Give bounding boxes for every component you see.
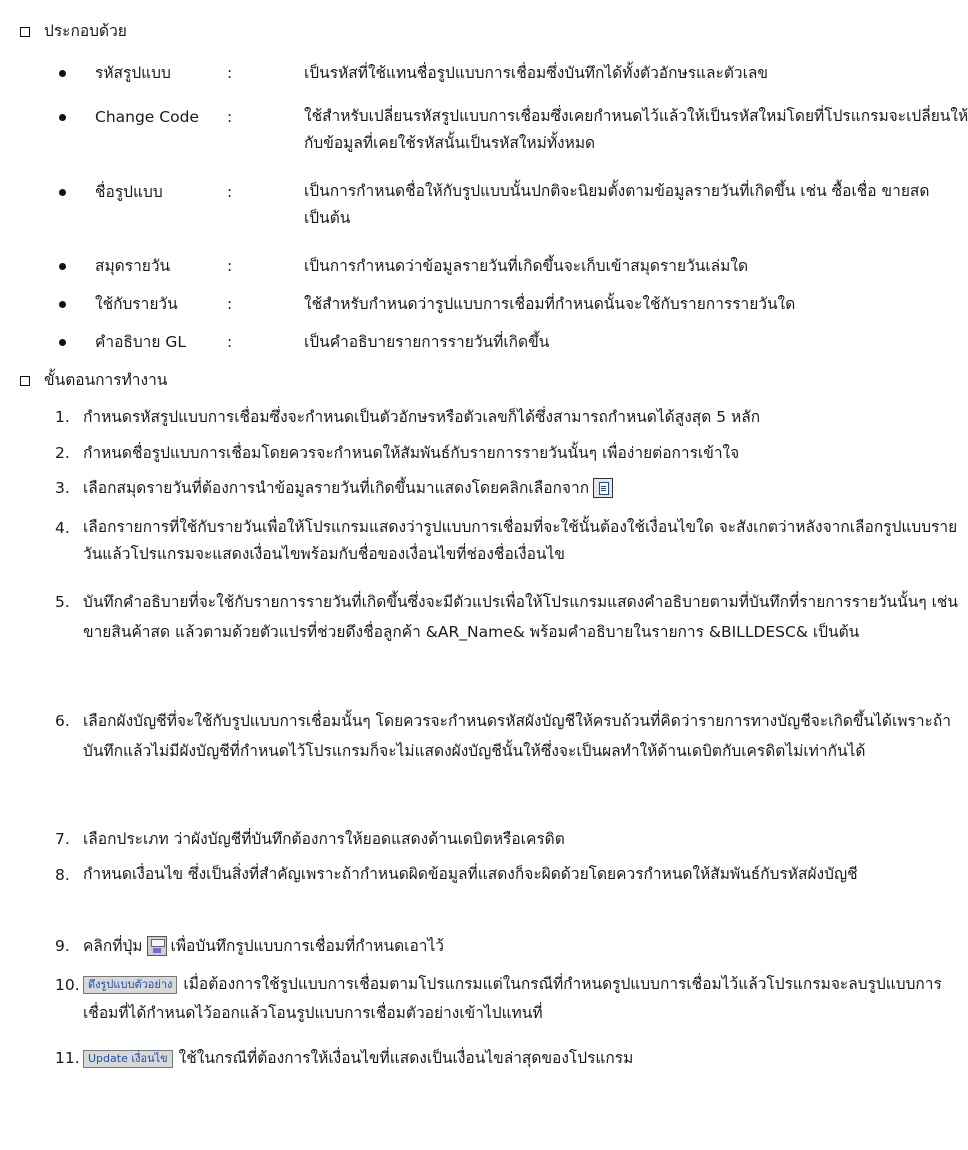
item-colon: :	[227, 64, 233, 82]
step-item	[55, 406, 960, 428]
step-text: เลือกผังบัญชีที่จะใช้กับรูปแบบการเชื่อมนั้นๆ โดยควรจะกำหนดรหัสผังบัญชีให้ครบถ้วนที่คิดว่ารายการทางบัญชีจะเกิดขึ้นได้เพราะถ้าบันทึกแล้วไม่มีผังบัญชีที่กำหนดไว้โปรแกรมก็จะไม่แสดงผังบัญชีนั้นให้ซึ่งจะเป็นผลทำให้ด้านเดบิตกับเครดิตไม่เท่ากันได้	[83, 712, 951, 760]
item-desc: ใช้สำหรับเปลี่ยนรหัสรูปแบบการเชื่อมซึ่งเคยกำหนดไว้แล้วให้เป็นรหัสใหม่โดยที่โปรแกรมจะเปลี่ยนให้กับข้อมูลที่เคยใช้รหัสนั้นเป็นรหัสใหม่ทั้งหมด	[304, 107, 968, 152]
item-desc: เป็นรหัสที่ใช้แทนชื่อรูปแบบการเชื่อมซึ่งบันทึกได้ทั้งตัวอักษรและตัวเลข	[304, 64, 769, 82]
save-icon[interactable]	[147, 936, 167, 956]
section-components-heading: ประกอบด้วย	[20, 20, 127, 42]
checkbox-bullet-icon	[20, 27, 30, 37]
step-text: เลือกรายการที่ใช้กับรายวันเพื่อให้โปรแกรมแสดงว่ารูปแบบการเชื่อมที่จะใช้นั้นต้องใช้เงื่อนไขใด จะสังเกตว่าหลังจากเลือกรูปแบบรายวันแล้วโปรแกรมจะแสดงเงื่อนไขพร้อมกับชื่อของเงื่อนไขที่ช่องชื่อเงื่อนไข	[83, 518, 958, 563]
step-text: กำหนดชื่อรูปแบบการเชื่อมโดยควรจะกำหนดให้สัมพันธ์กับรายการรายวันนั้นๆ เพื่อง่ายต่อการเข้าใจ	[83, 444, 740, 462]
step-item	[55, 974, 960, 1028]
step-text: เลือกประเภท ว่าผังบัญชีที่บันทึกต้องการให้ยอดแสดงด้านเดบิตหรือเครดิต	[83, 830, 565, 848]
list-item	[55, 181, 955, 232]
checkbox-bullet-icon	[20, 376, 30, 386]
journal-lookup-icon[interactable]	[593, 478, 613, 498]
step-item	[55, 517, 960, 568]
item-term: สมุดรายวัน	[95, 257, 171, 275]
step-item	[55, 935, 960, 957]
step-item	[55, 710, 960, 766]
item-term: คำอธิบาย GL	[95, 333, 187, 351]
step-item	[55, 442, 960, 464]
load-sample-format-button[interactable]: ดึงรูปแบบตัวอย่าง	[83, 976, 177, 994]
item-colon: :	[227, 295, 233, 313]
step-item	[55, 1047, 960, 1069]
step-text: กำหนดรหัสรูปแบบการเชื่อมซึ่งจะกำหนดเป็นตัวอักษรหรือตัวเลขก็ได้ซึ่งสามารถกำหนดได้สูงสุด 5 หลัก	[83, 408, 761, 426]
item-desc: เป็นคำอธิบายรายการรายวันที่เกิดขึ้น	[304, 333, 550, 351]
step-item	[55, 477, 960, 499]
bullet-icon	[59, 263, 66, 270]
step-text: เลือกสมุดรายวันที่ต้องการนำข้อมูลรายวันที่เกิดขึ้นมาแสดงโดยคลิกเลือกจาก	[83, 477, 960, 499]
bullet-icon	[59, 114, 66, 121]
item-desc: เป็นการกำหนดว่าข้อมูลรายวันที่เกิดขึ้นจะเก็บเข้าสมุดรายวันเล่มใด	[304, 257, 749, 275]
step-item	[55, 828, 960, 850]
section-steps-heading: ขั้นตอนการทำงาน	[20, 369, 167, 391]
step-text: Update เงื่อนไข ใช้ในกรณีที่ต้องการให้เงื่อนไขที่แสดงเป็นเงื่อนไขล่าสุดของโปรแกรม	[83, 1047, 960, 1069]
step-text: คลิกที่ปุ่ม เพื่อบันทึกรูปแบบการเชื่อมที่กำหนดเอาไว้	[83, 937, 444, 955]
item-term: รหัสรูปแบบ	[95, 64, 171, 82]
bullet-icon	[59, 70, 66, 77]
item-colon: :	[227, 333, 233, 351]
item-colon: :	[227, 108, 233, 126]
step-item	[55, 591, 960, 647]
step-number: 3.	[55, 479, 70, 497]
step-number: 10.	[55, 976, 80, 994]
step-number: 1.	[55, 408, 70, 426]
step-item	[55, 864, 960, 889]
item-colon: :	[227, 257, 233, 275]
bullet-icon	[59, 189, 66, 196]
step-number: 7.	[55, 830, 70, 848]
step-text: บันทึกคำอธิบายที่จะใช้กับรายการรายวันที่เกิดขึ้นซึ่งจะมีตัวแปรเพื่อให้โปรแกรมแสดงคำอธิบายตามที่บันทึกที่รายการรายวันนั้นๆ เช่น ขายสินค้าสด แล้วตามด้วยตัวแปรที่ช่วยดึงชื่อลูกค้า &AR_Name& พร้อมคำอธิบายในรายการ &BILLDESC& เป็นต้น	[83, 593, 958, 641]
item-term: ชื่อรูปแบบ	[95, 183, 163, 201]
item-desc: เป็นการกำหนดชื่อให้กับรูปแบบนั้นปกติจะนิยมตั้งตามข้อมูลรายวันที่เกิดขึ้น เช่น ซื้อเชื่อ ขายสด เป็นต้น	[304, 182, 930, 227]
step-number: 9.	[55, 937, 70, 955]
item-term: ใช้กับรายวัน	[95, 295, 178, 313]
list-item	[55, 255, 955, 277]
bullet-icon	[59, 301, 66, 308]
step-number: 8.	[55, 866, 70, 884]
step-number: 2.	[55, 444, 70, 462]
update-condition-button[interactable]: Update เงื่อนไข	[83, 1050, 173, 1068]
list-item	[55, 331, 955, 353]
step-text: ดึงรูปแบบตัวอย่าง เมื่อต้องการใช้รูปแบบการเชื่อมตามโปรแกรมแต่ในกรณีที่กำหนดรูปแบบการเชื่อมไว้แล้วโปรแกรมจะลบรูปแบบการเชื่อมที่ได้กำหนดไว้ออกแล้วโอนรูปแบบการเชื่อมตัวอย่างเข้าไปแทนที่	[83, 975, 942, 1022]
step-text: กำหนดเงื่อนไข ซึ่งเป็นสิ่งที่สำคัญเพราะถ้ากำหนดผิดข้อมูลที่แสดงก็จะผิดด้วยโดยควรกำหนดให้สัมพันธ์กับรหัสผังบัญชี	[83, 865, 858, 883]
step-number: 4.	[55, 519, 70, 537]
list-item	[55, 106, 968, 157]
bullet-icon	[59, 339, 66, 346]
item-desc: ใช้สำหรับกำหนดว่ารูปแบบการเชื่อมที่กำหนดนั้นจะใช้กับรายการรายวันใด	[304, 295, 796, 313]
list-item	[55, 62, 955, 84]
item-colon: :	[227, 183, 233, 201]
step-number: 11.	[55, 1049, 80, 1067]
step-number: 5.	[55, 593, 70, 611]
list-item	[55, 293, 955, 315]
item-term: Change Code	[95, 108, 199, 126]
step-number: 6.	[55, 712, 70, 730]
